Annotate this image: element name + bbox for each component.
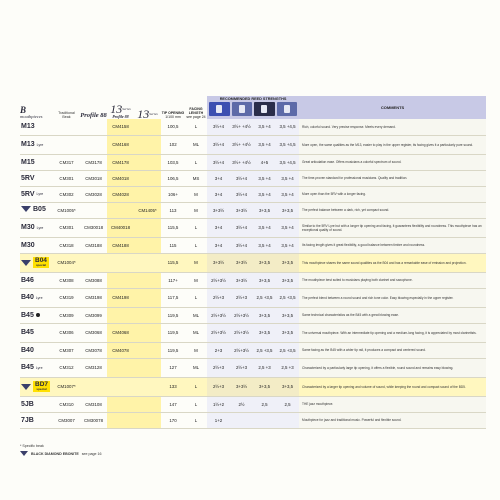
reed-strength-cell: 3+4 bbox=[207, 186, 230, 202]
table-row bbox=[20, 253, 486, 272]
reed-strength-cell: 3,5 +4 bbox=[253, 218, 276, 237]
mouthpiece-name-cell bbox=[20, 272, 53, 288]
series13-cell bbox=[134, 342, 161, 358]
facing-length-cell: L bbox=[185, 412, 207, 428]
lyre-label: Lyre bbox=[35, 365, 43, 370]
tip-opening-cell: 103,5 bbox=[161, 154, 185, 170]
table-row bbox=[20, 377, 486, 396]
reed-strength-cell: 2½+3 bbox=[207, 288, 230, 307]
profile88-cell: CM3198 bbox=[80, 288, 107, 307]
reed-strength-cell: 3+4 bbox=[207, 218, 230, 237]
table-row bbox=[20, 135, 486, 154]
series13-profile-cell bbox=[107, 377, 134, 396]
mouthpiece-name: 5RV bbox=[21, 190, 35, 198]
mouthpiece-name: 5JB bbox=[21, 400, 34, 408]
profile88-cell: CM3128 bbox=[80, 358, 107, 377]
reed-strength-cell: 2½+3½ bbox=[230, 307, 253, 323]
reed-strength-cell: 2½+3½ bbox=[207, 323, 230, 342]
special-badge bbox=[33, 381, 50, 392]
reed-strength-cell: 2+3 bbox=[207, 342, 230, 358]
traditional-beak-cell: CM302 bbox=[53, 186, 80, 202]
lyre-label: Lyre bbox=[36, 192, 44, 196]
reed-strength-cell: 3½+4 bbox=[230, 186, 253, 202]
comment-cell: Similar to the 5RV Lyre but with a longer tip opening and facing, it guarantees flexibility and roundness. This mouthpiece has an exceptional quality of sound. bbox=[299, 218, 486, 237]
table-row bbox=[20, 237, 486, 253]
table-row bbox=[20, 154, 486, 170]
tip-opening-cell: 127 bbox=[161, 358, 185, 377]
reed-box-icon bbox=[254, 102, 275, 116]
mouthpiece-name-cell bbox=[20, 396, 53, 412]
mouthpiece-name-cell bbox=[20, 237, 53, 253]
reed-strength-cell: 3+4 bbox=[207, 170, 230, 186]
comment-cell: More open than the 5RV with a longer facing. bbox=[299, 186, 486, 202]
mouthpiece-name: B45 bbox=[21, 329, 34, 336]
comment-cell: Rich, colorful sound. Very precise response. Meets every demand. bbox=[299, 119, 486, 135]
header-mouthpieces: B mouthpieces bbox=[20, 105, 43, 119]
series13-cell bbox=[134, 323, 161, 342]
table-row bbox=[20, 307, 486, 323]
footer-note: * Specific beak bbox=[20, 444, 44, 448]
mouthpiece-name: 7JB bbox=[21, 416, 34, 424]
series13-profile-cell: CM4068 bbox=[107, 323, 134, 342]
mouthpiece-name-cell bbox=[20, 135, 53, 154]
comment-cell: The time-proven standard for professional musicians. Quality and tradition. bbox=[299, 170, 486, 186]
lyre-label: Lyre bbox=[36, 142, 44, 147]
reed-strength-cell: 2½+3 bbox=[230, 358, 253, 377]
tip-opening-cell: 119,5 bbox=[161, 323, 185, 342]
mouthpiece-name: B04 bbox=[35, 257, 47, 264]
comment-cell: Its facing length gives it great flexibility, a good balance between timbre and roundness. bbox=[299, 237, 486, 253]
series13-profile-cell bbox=[107, 412, 134, 428]
reed-strength-cell: 3,5 +4,5 bbox=[276, 119, 299, 135]
reed-strength-cell: 2,5 +3,5 bbox=[276, 288, 299, 307]
mouthpiece-chart bbox=[20, 96, 486, 429]
profile88-cell: CM3099 bbox=[80, 307, 107, 323]
reed-strength-cell: 3+3,5 bbox=[253, 323, 276, 342]
facing-length-cell: ML bbox=[185, 135, 207, 154]
reed-strength-cell: 4+5 bbox=[253, 154, 276, 170]
facing-length-cell: M bbox=[185, 186, 207, 202]
reed-strength-cell: 2,5 +3 bbox=[253, 358, 276, 377]
table-row bbox=[20, 272, 486, 288]
reed-strength-cell: 3,5 +4 bbox=[276, 186, 299, 202]
series13-profile-cell: CM4018 bbox=[107, 170, 134, 186]
reed-strength-cell: 2½+3½ bbox=[207, 307, 230, 323]
series13-cell bbox=[134, 272, 161, 288]
mouthpiece-name: B40 bbox=[21, 346, 34, 354]
profile88-cell: CM3108 bbox=[80, 396, 107, 412]
header-tip-opening: TIP OPENING 1/100 mm bbox=[161, 111, 185, 119]
comment-cell: Same technical characteristics as the B45 with a great blowing ease. bbox=[299, 307, 486, 323]
reed-strength-cell: 3+3,5 bbox=[276, 272, 299, 288]
reed-strength-cell: 3+4 bbox=[207, 237, 230, 253]
tip-opening-cell: 106+ bbox=[161, 186, 185, 202]
table-row bbox=[20, 202, 486, 218]
facing-length-cell: L bbox=[185, 218, 207, 237]
mouthpiece-name-cell bbox=[20, 170, 53, 186]
profile88-cell: CM3188 bbox=[80, 237, 107, 253]
traditional-beak-cell: CM306 bbox=[53, 323, 80, 342]
facing-length-cell: M bbox=[185, 272, 207, 288]
reed-strength-cell: 3+3,5 bbox=[276, 323, 299, 342]
mouthpiece-name: BD7 bbox=[35, 381, 49, 388]
mouthpiece-name: B40 bbox=[21, 294, 34, 301]
table-row bbox=[20, 186, 486, 202]
series13-cell bbox=[134, 119, 161, 135]
comment-cell: More open, the same qualities as the M13, easier to play in the upper register, its facing gives it a particularly pure sound. bbox=[299, 135, 486, 154]
header-comments: COMMENTS bbox=[299, 96, 486, 119]
series13-profile-cell bbox=[107, 358, 134, 377]
mouthpiece-name: 5RV bbox=[21, 174, 35, 182]
series13-cell bbox=[134, 170, 161, 186]
mouthpiece-table bbox=[20, 96, 486, 429]
comment-cell: The perfect blend between a round sound and rich tone color. Easy blowing especially in the upper register. bbox=[299, 288, 486, 307]
special-badge bbox=[33, 257, 49, 268]
reed-box-icon bbox=[277, 102, 298, 116]
comment-cell: Great articulation ease. Offers musicians a colorful spectrum of sound. bbox=[299, 154, 486, 170]
reed-strength-cell: 3½+ +4½ bbox=[230, 135, 253, 154]
series13-cell bbox=[134, 396, 161, 412]
profile88-cell bbox=[80, 253, 107, 272]
profile88-cell: CM3078 bbox=[80, 342, 107, 358]
traditional-beak-cell: CM1004* bbox=[53, 253, 80, 272]
reed-strength-cell: 3,5 +4 bbox=[253, 119, 276, 135]
profile88-cell: CM30078 bbox=[80, 412, 107, 428]
tip-opening-cell: 133 bbox=[161, 377, 185, 396]
comment-cell: This mouthpiece shares the same sound qualities as the B04 and has a remarkable ease of emission and projection. bbox=[299, 253, 486, 272]
comment-cell: THE jazz mouthpiece. bbox=[299, 396, 486, 412]
reed-strength-cell: 1+2 bbox=[207, 412, 230, 428]
header-13-series: $13^{Series}$ bbox=[137, 107, 158, 119]
reed-strength-cell: 3½+4 bbox=[230, 170, 253, 186]
reed-strength-cell: 3+3½ bbox=[230, 202, 253, 218]
mouthpiece-name: M15 bbox=[21, 158, 35, 166]
series13-profile-cell: CM4178 bbox=[107, 154, 134, 170]
facing-length-cell: M bbox=[185, 342, 207, 358]
mouthpiece-name-cell bbox=[20, 253, 53, 272]
header-13-series-profile: $13^{Series}$ Profile 88 bbox=[110, 102, 131, 119]
reed-strength-cell bbox=[230, 412, 253, 428]
traditional-beak-cell: CM317 bbox=[53, 154, 80, 170]
reed-strength-cell: 3½+4 bbox=[230, 237, 253, 253]
series13-cell bbox=[134, 154, 161, 170]
comment-cell: Characterized by a particularly large tip opening, it offers a flexible, round sound and remains easy blowing. bbox=[299, 358, 486, 377]
profile88-cell bbox=[80, 135, 107, 154]
table-row bbox=[20, 323, 486, 342]
comment-cell: Characterized by a larger tip opening and volume of sound, while keeping the round and compact sound of the BD5. bbox=[299, 377, 486, 396]
header-facing-length: FACING LENGTH see page 24 bbox=[186, 107, 206, 119]
series13-profile-cell bbox=[107, 253, 134, 272]
traditional-beak-cell: CM309 bbox=[53, 307, 80, 323]
reed-strength-cell: 3+3,5 bbox=[276, 377, 299, 396]
mouthpiece-name-cell bbox=[20, 377, 53, 396]
mouthpiece-name-cell bbox=[20, 119, 53, 135]
series13-cell: CM1405* bbox=[134, 202, 161, 218]
reed-strength-cell: 1½+2 bbox=[207, 396, 230, 412]
reed-strength-cell: 3+3½ bbox=[207, 253, 230, 272]
reed-box-icon bbox=[232, 102, 253, 116]
tip-opening-cell: 106,5 bbox=[161, 170, 185, 186]
mouthpiece-name: M30 bbox=[21, 224, 35, 231]
reed-strength-cell: 2½+3½ bbox=[207, 272, 230, 288]
reed-strength-cell: 3½+4 bbox=[207, 119, 230, 135]
reed-strength-cell: 2½+3½ bbox=[230, 342, 253, 358]
reed-strength-cell: 3,5 +4 bbox=[253, 135, 276, 154]
traditional-beak-cell bbox=[53, 119, 80, 135]
lyre-label: Lyre bbox=[36, 225, 44, 230]
profile88-cell: CM3088 bbox=[80, 272, 107, 288]
traditional-beak-cell: CM308 bbox=[53, 272, 80, 288]
black-diamond-logo-icon bbox=[21, 260, 31, 266]
reed-strength-cell: 2,5 +3,5 bbox=[253, 288, 276, 307]
facing-length-cell: ML bbox=[185, 358, 207, 377]
series13-cell bbox=[134, 135, 161, 154]
facing-length-cell: L bbox=[185, 119, 207, 135]
reed-strength-cell: 2,5 +3,5 bbox=[253, 342, 276, 358]
reed-strength-cell: 3½+4 bbox=[207, 154, 230, 170]
mouthpiece-name-cell bbox=[20, 218, 53, 237]
mouthpiece-name-cell bbox=[20, 342, 53, 358]
series13-cell bbox=[134, 358, 161, 377]
footer-legend-name: BLACK DIAMOND EBONITE bbox=[31, 451, 79, 456]
reed-strength-cell: 3,5 +4 bbox=[253, 186, 276, 202]
reed-strength-cell bbox=[276, 412, 299, 428]
profile88-cell: CM30018 bbox=[80, 218, 107, 237]
traditional-beak-cell: CM1007* bbox=[53, 377, 80, 396]
tip-opening-cell: 117+ bbox=[161, 272, 185, 288]
profile88-cell: CM3028 bbox=[80, 186, 107, 202]
series13-cell bbox=[134, 253, 161, 272]
table-row bbox=[20, 288, 486, 307]
traditional-beak-cell: CM1005* bbox=[53, 202, 80, 218]
reed-strength-cell: 3½+4 bbox=[230, 218, 253, 237]
mouthpiece-name-cell bbox=[20, 358, 53, 377]
reed-strength-cell: 3+3½ bbox=[207, 202, 230, 218]
tip-opening-cell: 117,5 bbox=[161, 288, 185, 307]
table-row bbox=[20, 342, 486, 358]
header-reed-strengths: RECOMMENDED REED STRENGTHS bbox=[207, 96, 299, 119]
profile88-cell: CM3018 bbox=[80, 170, 107, 186]
facing-length-cell: L bbox=[185, 377, 207, 396]
tip-opening-cell: 119,5 bbox=[161, 307, 185, 323]
mouthpiece-name: M13 bbox=[21, 141, 35, 148]
reed-strength-cell: 3½+ +4½ bbox=[230, 119, 253, 135]
reed-strength-cell: 3,5 +4 bbox=[253, 170, 276, 186]
mouthpiece-name: B45 bbox=[21, 311, 34, 319]
table-row bbox=[20, 358, 486, 377]
series13-profile-cell bbox=[107, 307, 134, 323]
footer-legend-page: see page 16 bbox=[81, 451, 102, 456]
reed-strength-cell: 3,5 +4 bbox=[253, 237, 276, 253]
profile88-cell bbox=[80, 377, 107, 396]
table-row bbox=[20, 396, 486, 412]
special-label: special bbox=[36, 387, 47, 391]
facing-length-cell: L bbox=[185, 396, 207, 412]
traditional-beak-cell: CM301 bbox=[53, 170, 80, 186]
series13-profile-cell: CM4078 bbox=[107, 342, 134, 358]
facing-length-cell: ML bbox=[185, 307, 207, 323]
series13-profile-cell: CM4188 bbox=[107, 237, 134, 253]
series13-profile-cell: CM4198 bbox=[107, 288, 134, 307]
traditional-beak-cell: CM301 bbox=[53, 218, 80, 237]
mouthpiece-name-cell bbox=[20, 202, 53, 218]
reed-strength-cell: 3+3,5 bbox=[253, 272, 276, 288]
series13-profile-cell bbox=[107, 272, 134, 288]
black-diamond-logo-icon bbox=[21, 384, 31, 390]
table-row bbox=[20, 119, 486, 135]
reed-strength-cell: 3½+4 bbox=[207, 135, 230, 154]
comment-cell: Mouthpiece for jazz and traditional music. Powerful and flexible sound. bbox=[299, 412, 486, 428]
reed-strength-cell: 2½+3 bbox=[207, 358, 230, 377]
mouthpiece-name: M30 bbox=[21, 241, 35, 249]
series13-profile-cell bbox=[107, 396, 134, 412]
mouthpiece-name: B45 bbox=[21, 364, 34, 371]
series13-cell bbox=[134, 377, 161, 396]
tip-opening-cell: 119,5 bbox=[161, 342, 185, 358]
mouthpiece-name-cell bbox=[20, 154, 53, 170]
reed-strength-cell: 2½ bbox=[230, 396, 253, 412]
reed-strength-cell: 3+3,5 bbox=[253, 253, 276, 272]
tip-opening-cell: 102 bbox=[161, 135, 185, 154]
tip-opening-cell: 147 bbox=[161, 396, 185, 412]
reed-strength-cell: 3+3,5 bbox=[276, 202, 299, 218]
facing-length-cell: M bbox=[185, 202, 207, 218]
reed-strength-cell: 3,5 +4,5 bbox=[276, 154, 299, 170]
profile88-cell bbox=[80, 202, 107, 218]
reed-strength-cell: 2,5 bbox=[276, 396, 299, 412]
series13-cell bbox=[134, 412, 161, 428]
mouthpiece-name: B05 bbox=[33, 205, 46, 213]
bullet-dot-icon bbox=[36, 313, 40, 317]
comment-cell: The mouthpiece best suited to musicians playing both clarinet and saxophone. bbox=[299, 272, 486, 288]
reed-strength-cell: 3,5 +4 bbox=[276, 170, 299, 186]
series13-profile-cell: CM4028 bbox=[107, 186, 134, 202]
black-diamond-logo-icon bbox=[21, 206, 31, 212]
tip-opening-cell: 115 bbox=[161, 237, 185, 253]
footer bbox=[20, 444, 102, 459]
profile88-cell bbox=[80, 119, 107, 135]
facing-length-cell: M bbox=[185, 253, 207, 272]
mouthpiece-name: M13 bbox=[21, 123, 35, 131]
traditional-beak-cell: CM307 bbox=[53, 342, 80, 358]
comment-cell: Same facing as the B45 with a wider tip rail, it produces a compact and centered sound. bbox=[299, 342, 486, 358]
profile88-cell: CM3178 bbox=[80, 154, 107, 170]
traditional-beak-cell: CM318 bbox=[53, 237, 80, 253]
tip-opening-cell: 170 bbox=[161, 412, 185, 428]
series13-cell bbox=[134, 307, 161, 323]
comment-cell: The universal mouthpiece. With an intermediate tip opening and a medium-long facing, it is appreciated by most clarinetists. bbox=[299, 323, 486, 342]
reed-strength-cell: 3+3,5 bbox=[253, 377, 276, 396]
tip-opening-cell: 100,5 bbox=[161, 119, 185, 135]
tip-opening-cell: 115,5 bbox=[161, 253, 185, 272]
table-row bbox=[20, 170, 486, 186]
facing-length-cell: L bbox=[185, 288, 207, 307]
header-profile-88: Profile 88 bbox=[80, 112, 107, 119]
traditional-beak-cell: CM319 bbox=[53, 288, 80, 307]
reed-strength-cell: 2,5 bbox=[253, 396, 276, 412]
reed-strength-cell: 3+3½ bbox=[230, 253, 253, 272]
traditional-beak-cell: CM3007 bbox=[53, 412, 80, 428]
header-traditional-beak: Traditional Beak bbox=[58, 111, 75, 119]
facing-length-cell: L bbox=[185, 154, 207, 170]
black-diamond-logo-icon bbox=[20, 451, 28, 456]
reed-strength-cell bbox=[253, 412, 276, 428]
mouthpiece-name-cell bbox=[20, 323, 53, 342]
reed-strength-cell: 3,5 +4,5 bbox=[276, 135, 299, 154]
reed-strength-cell: 3,5 +4 bbox=[276, 237, 299, 253]
tip-opening-cell: 115,5 bbox=[161, 218, 185, 237]
reed-strength-cell: 2½+3½ bbox=[230, 323, 253, 342]
table-row bbox=[20, 218, 486, 237]
reed-strength-cell: 3+3,5 bbox=[276, 307, 299, 323]
mouthpiece-name-cell bbox=[20, 186, 53, 202]
reed-strength-cell: 3+3½ bbox=[230, 377, 253, 396]
traditional-beak-cell: CM312 bbox=[53, 358, 80, 377]
reed-strength-cell: 3+3,5 bbox=[276, 253, 299, 272]
comment-cell: The perfect balance between a dark, rich, yet compact sound. bbox=[299, 202, 486, 218]
reed-strength-cell: 3+3,5 bbox=[253, 307, 276, 323]
reed-strength-cell: 3½+ +4½ bbox=[230, 154, 253, 170]
reed-box-icon bbox=[209, 102, 230, 116]
reed-strength-cell: 2½+3 bbox=[230, 288, 253, 307]
series13-cell bbox=[134, 186, 161, 202]
facing-length-cell: MS bbox=[185, 170, 207, 186]
lyre-label: Lyre bbox=[35, 295, 43, 300]
series13-profile-cell bbox=[107, 202, 134, 218]
reed-strength-cell: 3+3½ bbox=[230, 272, 253, 288]
series13-profile-cell: CM4158 bbox=[107, 119, 134, 135]
facing-length-cell: ML bbox=[185, 323, 207, 342]
table-row bbox=[20, 412, 486, 428]
profile88-cell: CM3068 bbox=[80, 323, 107, 342]
tip-opening-cell: 113 bbox=[161, 202, 185, 218]
mouthpiece-name-cell bbox=[20, 288, 53, 307]
mouthpiece-name-cell bbox=[20, 412, 53, 428]
mouthpiece-name-cell bbox=[20, 307, 53, 323]
mouthpiece-name: B46 bbox=[21, 276, 34, 284]
reed-strength-cell: 3,5 +4 bbox=[276, 218, 299, 237]
traditional-beak-cell: CM310 bbox=[53, 396, 80, 412]
series13-profile-cell: CM40018 bbox=[107, 218, 134, 237]
reed-strength-cell: 2½+3 bbox=[207, 377, 230, 396]
special-label: special bbox=[35, 263, 47, 267]
series13-cell bbox=[134, 288, 161, 307]
series13-cell bbox=[134, 218, 161, 237]
reed-strength-cell: 2,5 +3 bbox=[276, 358, 299, 377]
series13-profile-cell: CM4168 bbox=[107, 135, 134, 154]
series13-cell bbox=[134, 237, 161, 253]
reed-strength-cell: 2,5 +3,5 bbox=[276, 342, 299, 358]
reed-strength-cell: 3+3,5 bbox=[253, 202, 276, 218]
facing-length-cell: L bbox=[185, 237, 207, 253]
traditional-beak-cell bbox=[53, 135, 80, 154]
